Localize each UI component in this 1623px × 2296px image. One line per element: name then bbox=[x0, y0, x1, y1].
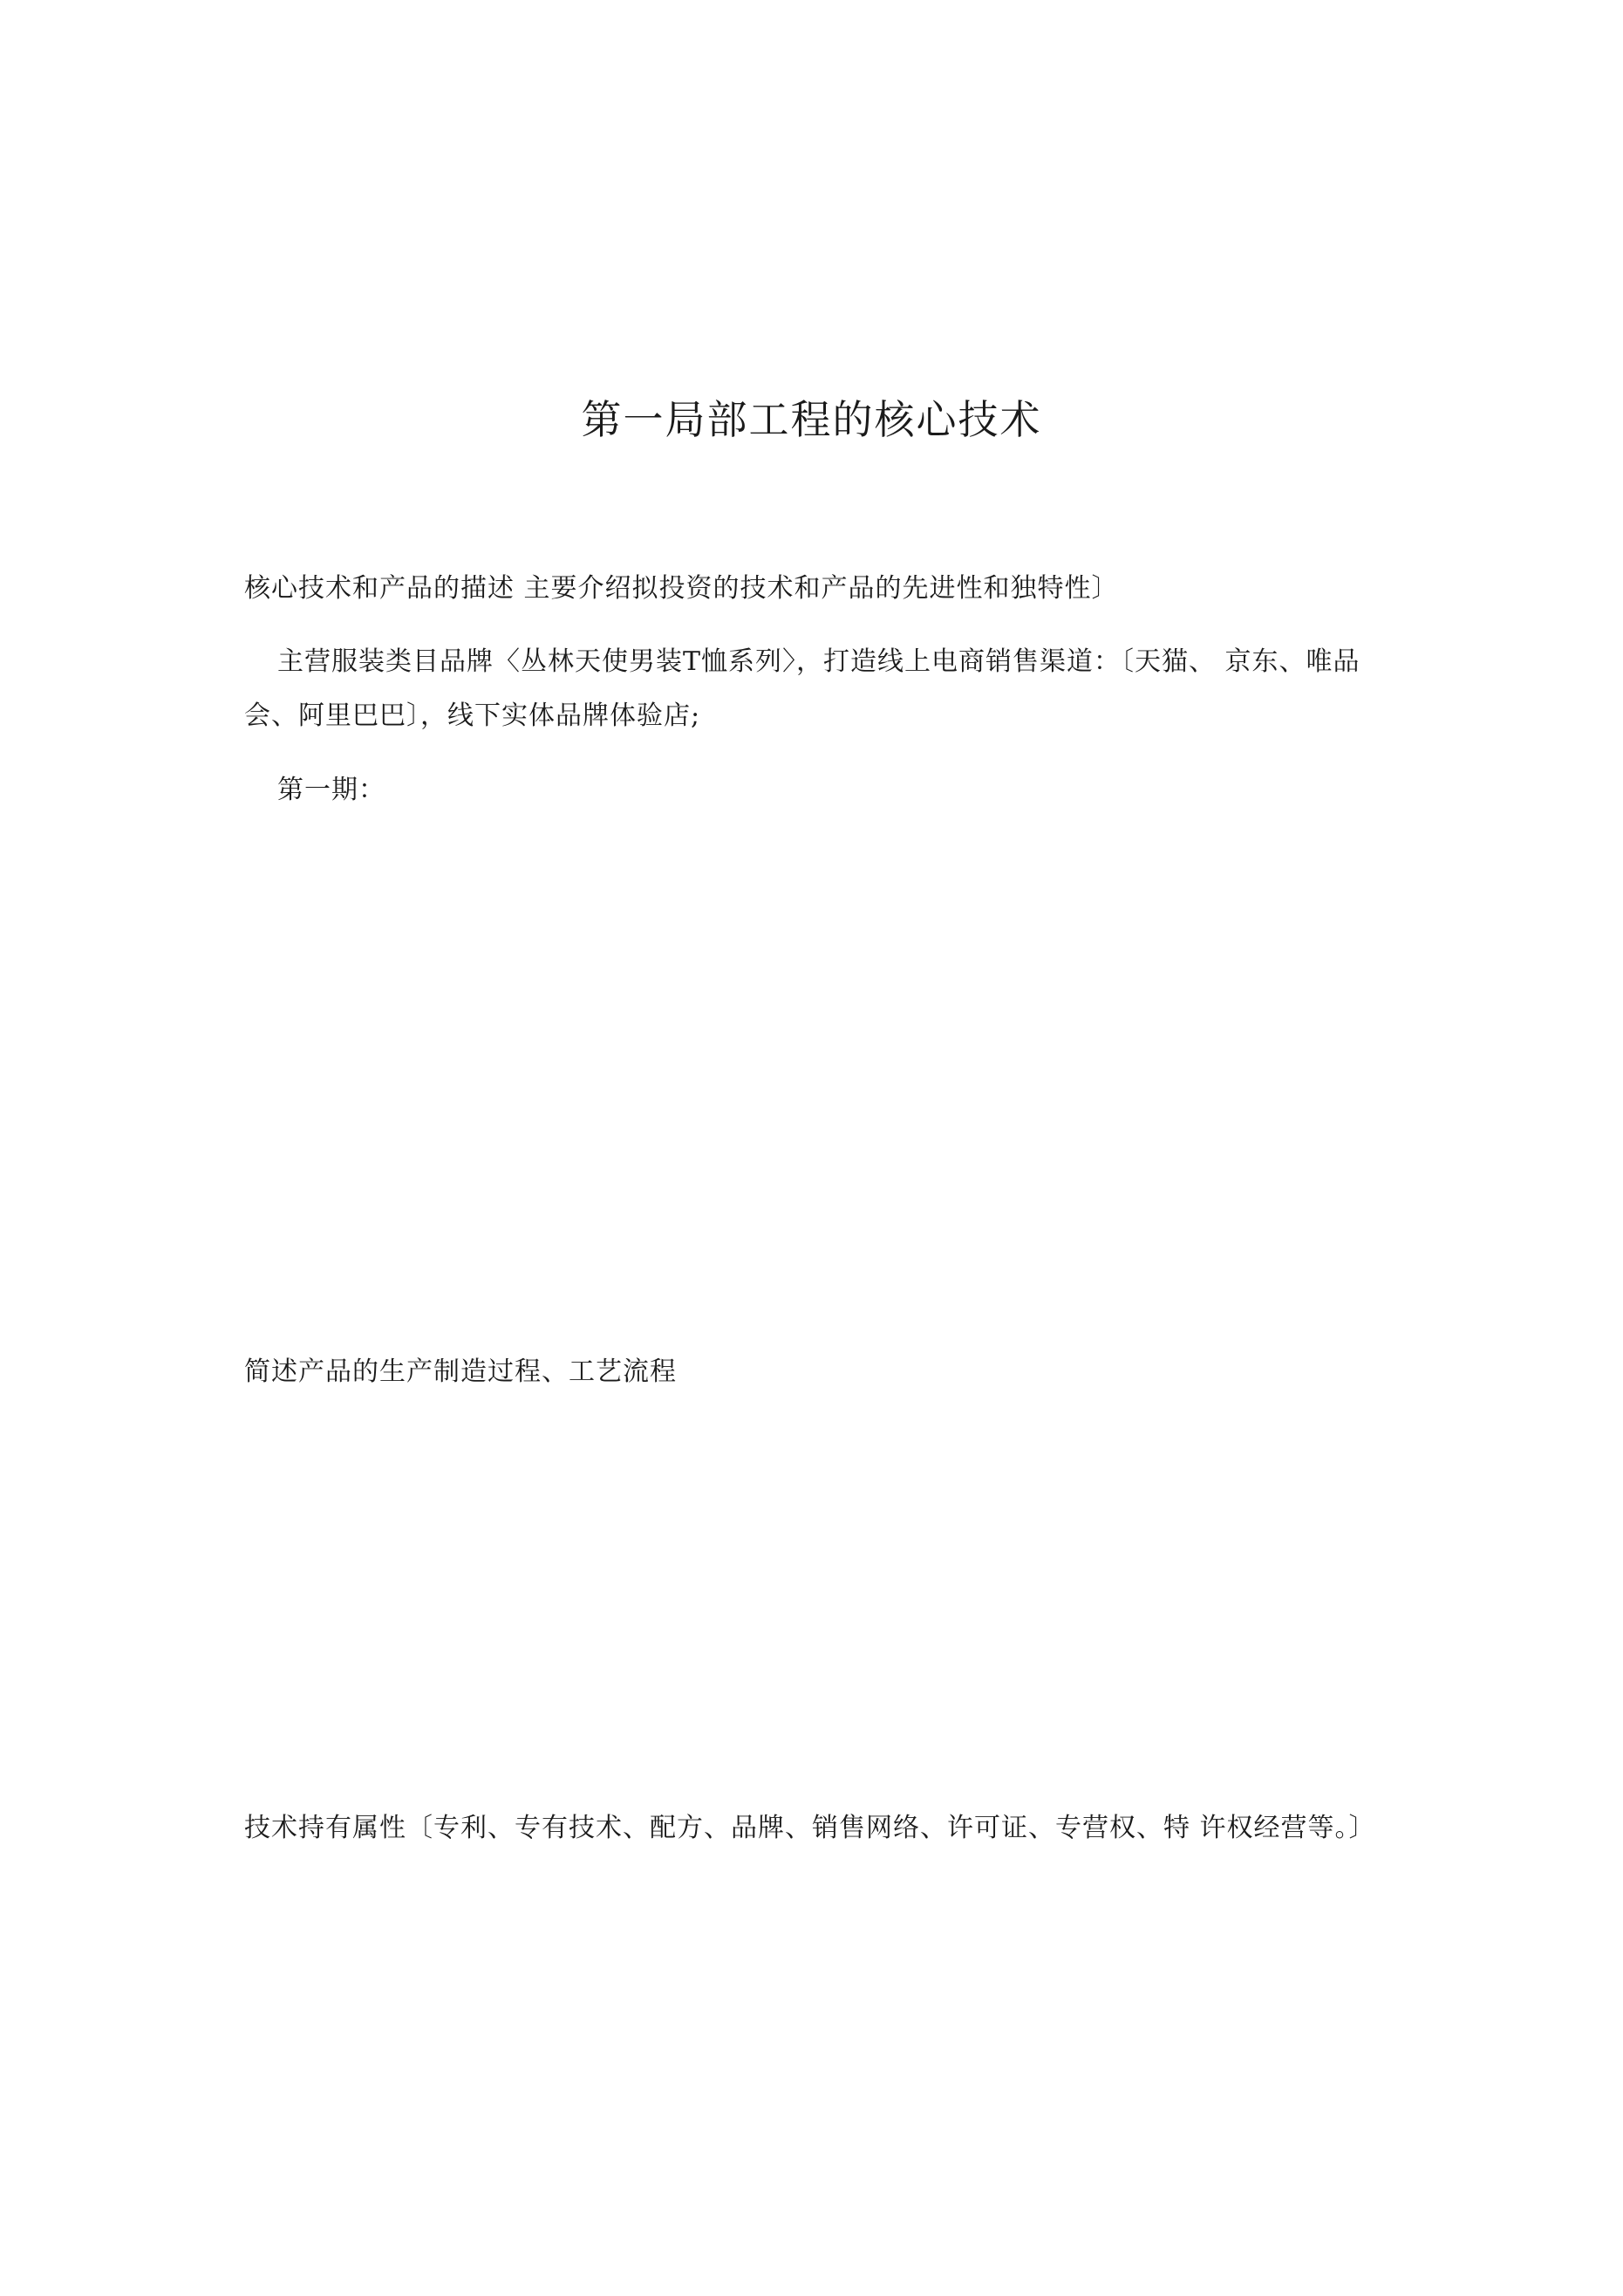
section-heading-technology-ownership: 技术持有属性〔专利、专有技术、配方、品牌、销售网络、许可证、专营权、特 许权经营等。〕 bbox=[244, 1813, 1376, 1843]
page-title: 第一局部工程的核心技术 bbox=[581, 395, 1042, 443]
section-heading-core-technology: 核心技术和产品的描述 主要介绍拟投资的技术和产品的先进性和独特性〕 bbox=[244, 573, 1119, 604]
section-heading-production-process: 简述产品的生产制造过程、工艺流程 bbox=[244, 1356, 677, 1387]
paragraph-phase-one: 第一期： bbox=[277, 775, 385, 805]
paragraph-main-business: 主营服装类目品牌〈丛林天使男装T恤系列〉，打造线上电商销售渠道：〔天猫、 京东、唯品会、阿里巴巴〕，线下实体品牌体验店; bbox=[244, 646, 1360, 731]
